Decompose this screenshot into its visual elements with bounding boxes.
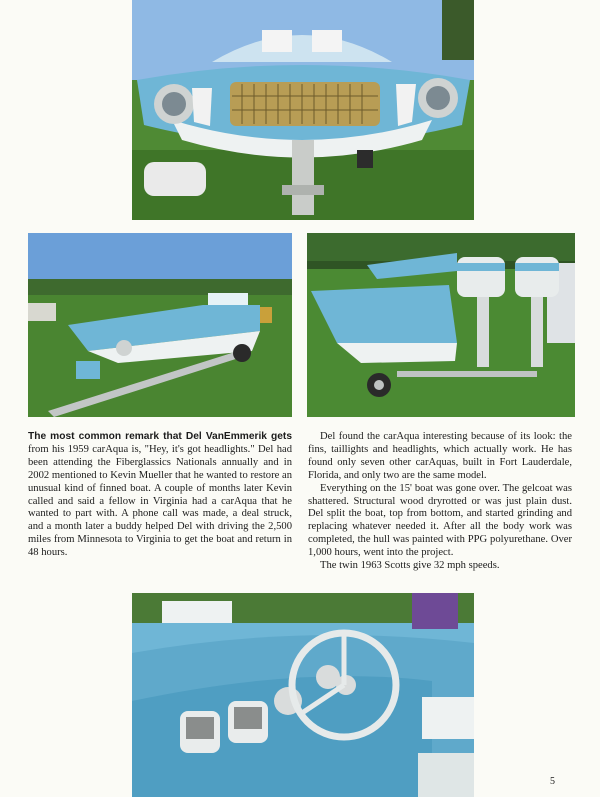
paragraph-intro [28,431,292,560]
page-number: 5 [550,776,555,787]
paragraph-restoration: Everything on the 15' boat was gone over. The gelcoat was shattered. Structural wood dryrotted or was just plain dust. Del split the boat, top from bottom, and started grinding and replacing whatever needed it. After all the body work was completed, the hull was painted with PPG polyurethane. Over 1,000 hours, went into the project. [308,482,572,559]
article-column-left [28,431,292,560]
paragraph-intro-text: from his 1959 carAqua is, "Hey, it's got headlights." Del had been attending the Fiberglassics Nationals annually and in 2002 mentioned to Kevin Mueller that he wanted to restore an unusual kind of finned boat. A couple of months later Kevin called and said a fellow in Virginia had a carAqua that he wanted to part with. A phone call was made, a deal struck, and a month later a buddy helped Del with driving the 2,500 miles from Minnesota to Virginia to get the boat and return in 48 hours. [28,443,292,559]
photo-boat-side-left [28,233,292,417]
article-column-right [308,431,572,573]
photo-boat-dashboard [132,593,474,797]
photo-boat-front [132,0,474,220]
paragraph-motors: The twin 1963 Scotts give 32 mph speeds. [320,560,500,572]
lead-in-text: The most common remark that Del VanEmmerik gets [28,431,292,442]
photo-boat-rear-motors [307,233,575,417]
paragraph-look: Del found the carAqua interesting because of its look: the fins, taillights and headlights, which actually work. He has found only seven other carAquas, built in Fort Lauderdale, Florida, and only two are the same model. [308,431,572,481]
